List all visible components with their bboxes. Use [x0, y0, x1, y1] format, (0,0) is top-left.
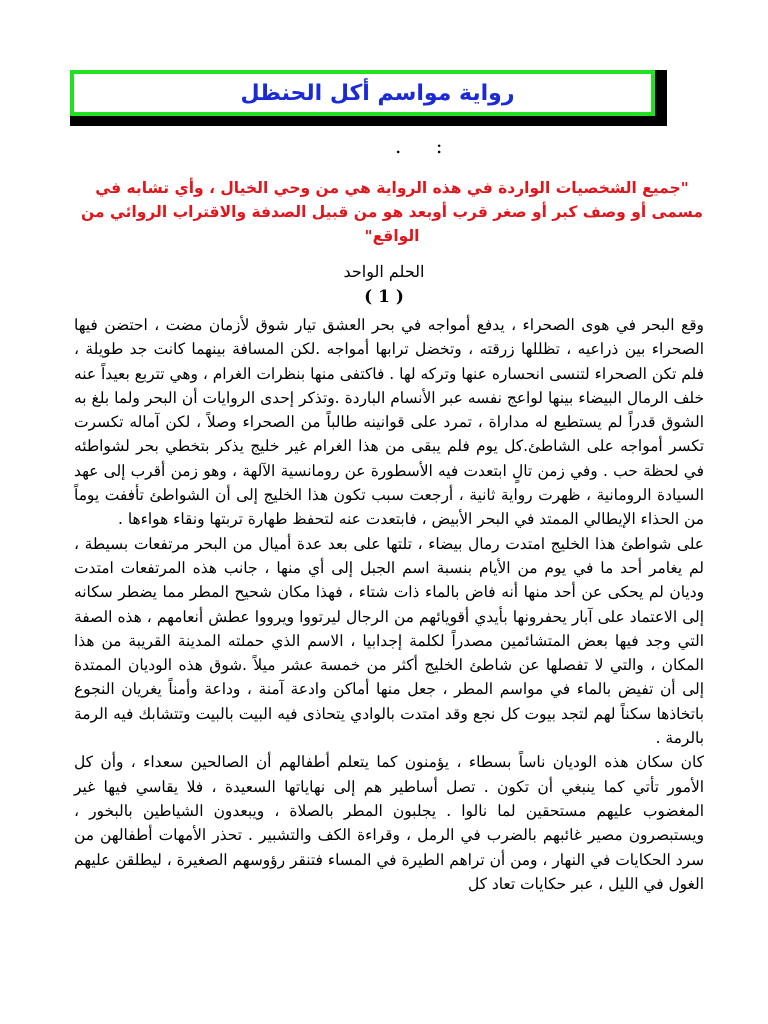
paragraph: وقع البحر في هوى الصحراء ، يدفع أمواجه في بحر العشق تيار شوق لأزمان مضت ، احتضن فيها الصحراء بين ذراعيه ، تظللها زرقته ، وتخضل ترابها أمواجه .لكن المسافة بينهما كانت جد طويلة ، فلم تكن الصحراء لتنسى انحساره عنها وتركه لها . فاكتفى منها بنظرات الغرام ، وهي تتربع بعيداً عنه خلف الرمال البيضاء بينها لواعج نفسه عبر الأنسام الباردة .وتذكر إحدى الروايات أن البحر ولما بلغ به الشوق قدراً لم يستطيع له مداراة ، تمرد على قوانينه طالباً من الصحراء وصلاً ، لكن آماله تكسرت تكسر أمواجه على الشاطئ.كل يوم فلم يبقى من هذا الغرام غير خليج يذكر بتخطي بحر لشواطئه في لحظة حب . وفي زمن تالٍ ابتعدت فيه الأسطورة عن رومانسية الآلهة ، وهو زمن أقرب إلى عهد السيادة الرومانية ، ظهرت رواية ثانية ، أرجعت سبب تكون هذا الخليج إلى أن الشواطئ تأففت يوماً من الحذاء الإيطالي الممتد في البحر الأبيض ، فابتعدت عنه لتحفظ طهارة تربتها ونقاء هواءها .	[74, 316, 704, 529]
paragraph: على شواطئ هذا الخليج امتدت رمال بيضاء ، تلتها على بعد عدة أميال من البحر مرتفعات بسيطة ، لم يغامر أحد ما في يوم من الأيام بنسبة اسم الجبل إلى أي منها ، جانب هذه المرتفعات امتدت وديان لم يحكى عن أحد منها أنه فاض بالماء ذات شتاء ، فهذا مكان شحيح المطر مما يضطر سكانه إلى الاعتماد على آبار يحفرونها بأيدي أقويائهم من الرجال ليرتووا ويرووا عطش أنعامهم ، هذه الصفة التي وجد فيها بعض المتشائمين مصدراً لكلمة إجدابيا ، الاسم الذي حملته المدينة القريبة من هذا المكان ، والتي لا تفصلها عن شاطئ الخليج أكثر من خمسة عشر ميلاً .شوق هذه الوديان الممتدة إلى أن تفيض بالماء في مواسم المطر ، جعل منها أماكن وادعة آمنة ، وداعة وأمناً يغريان النجوع باتخاذها سكناً لهم لتجد بيوت كل نجع وقد امتدت بالوادي يتحاذى فيه البيت بالبيت وتتشابك فيه الرمة بالرمة .	[74, 534, 705, 748]
title-box	[70, 70, 655, 116]
title-frame	[70, 70, 667, 126]
body-text	[74, 313, 704, 896]
separator-dots: . :	[395, 134, 457, 158]
disclaimer-text: "جميع الشخصيات الواردة في هذه الرواية هي من وحي الخيال ، وأي تشابه في مسمى أو وصف كبر أو صغر قرب أوبعد هو من قبيل الصدفة والاقتراب الروائي من الواقع"	[81, 179, 703, 245]
chapter-title: الحلم الواحد	[343, 262, 425, 281]
document-title: رواية مواسم أكل الحنظل	[240, 80, 515, 106]
paragraph: كان سكان هذه الوديان ناساً بسطاء ، يؤمنون كما يتعلم أطفالهم أن الصالحين سعداء ، وأن كل الأمور تأتي كما ينبغي أن تكون . تصل أساطير هم إلى نهاياتها السعيدة ، فلا يقاسي فيها غير المغضوب عليهم مستحقين لما نالوا . يجلبون المطر بالصلاة ، ويبعدون الشياطين بالبخور ، ويستبصرون مصير غائبهم بالضرب في الرمل ، وقراءة الكف والتشبير . تحذر الأمهات أطفالهن من سرد الحكايات في النهار ، ومن أن تراهم الطيرة في المساء فتنقر رؤوسهم الصغيرة ، ليطلقن عليهم الغول في الليل ، عبر حكايات تعاد كل	[74, 753, 704, 893]
chapter-number: ( 1 )	[364, 287, 404, 307]
